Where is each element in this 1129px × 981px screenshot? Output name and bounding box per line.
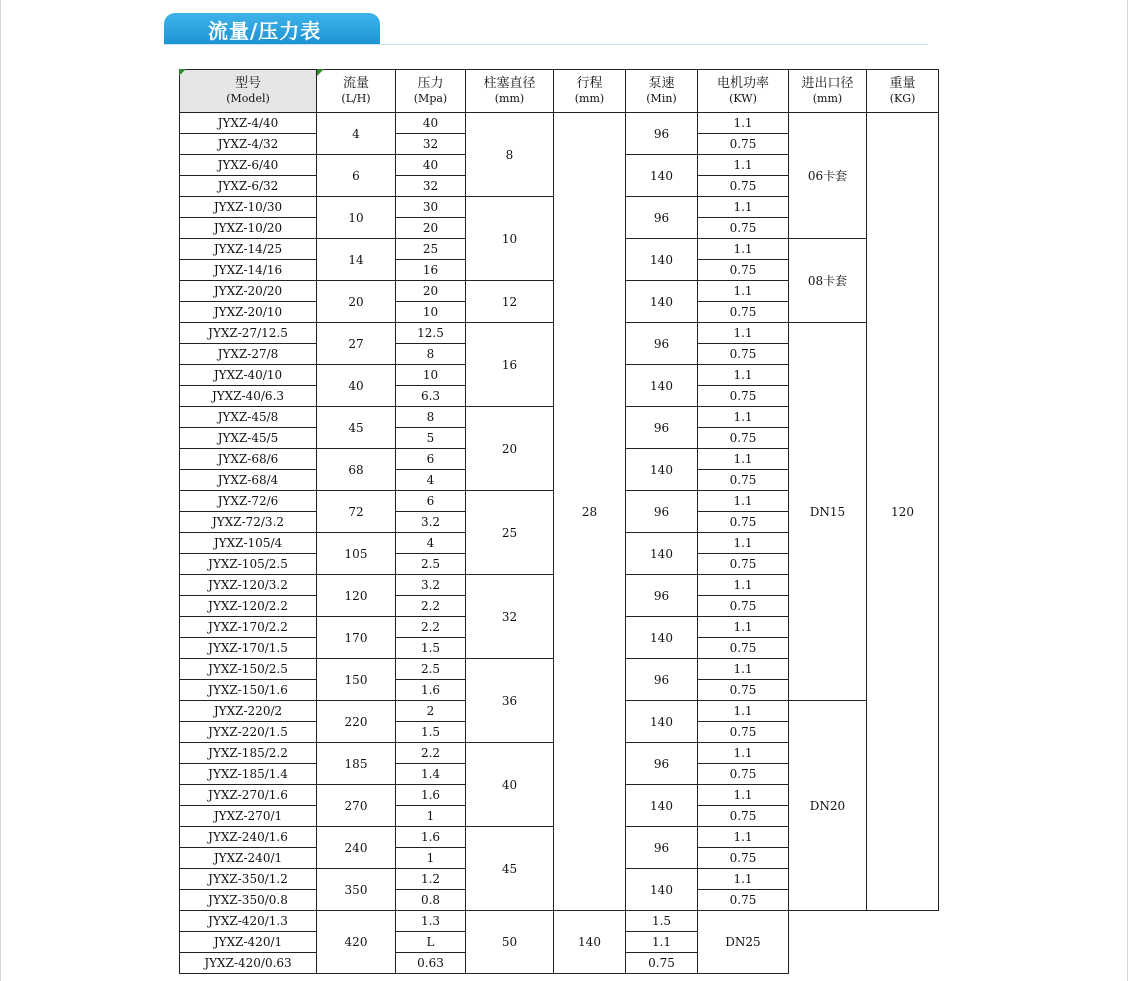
header-stroke <box>554 70 626 113</box>
header-model <box>180 70 317 113</box>
pressure-cell: 1 <box>396 806 466 827</box>
model-cell: JYXZ-120/3.2 <box>180 575 317 596</box>
pump-speed-cell: 140 <box>626 785 698 827</box>
flow-cell: 27 <box>317 323 396 365</box>
pressure-cell: 2.2 <box>396 743 466 764</box>
model-cell: JYXZ-220/1.5 <box>180 722 317 743</box>
pressure-cell: 4 <box>396 533 466 554</box>
pressure-cell: 2.2 <box>396 617 466 638</box>
pump-speed-cell: 140 <box>554 911 626 974</box>
motor-power-cell: 1.1 <box>698 869 789 890</box>
header-label: 压力 <box>417 76 444 91</box>
pressure-cell: 8 <box>396 344 466 365</box>
pump-speed-cell: 96 <box>626 491 698 533</box>
stroke-cell: 28 <box>554 113 626 911</box>
flow-cell: 170 <box>317 617 396 659</box>
motor-power-cell: 1.1 <box>698 365 789 386</box>
flow-cell: 72 <box>317 491 396 533</box>
spec-sheet <box>179 69 939 974</box>
motor-power-cell: 1.1 <box>698 239 789 260</box>
pressure-cell: 0.8 <box>396 890 466 911</box>
pump-speed-cell: 96 <box>626 743 698 785</box>
pressure-cell: 10 <box>396 302 466 323</box>
motor-power-cell: 1.1 <box>698 827 789 848</box>
header-label: 流量 <box>342 76 369 91</box>
flow-cell: 14 <box>317 239 396 281</box>
model-cell: JYXZ-170/2.2 <box>180 617 317 638</box>
pressure-cell: 0.63 <box>396 953 466 974</box>
flow-cell: 4 <box>317 113 396 155</box>
header-unit: (Min) <box>646 92 677 105</box>
pressure-cell: 6 <box>396 449 466 470</box>
header-motor-power <box>698 70 789 113</box>
page-right-border <box>1127 0 1128 981</box>
model-cell: JYXZ-14/25 <box>180 239 317 260</box>
pump-speed-cell: 96 <box>626 407 698 449</box>
pressure-cell: 1.3 <box>396 911 466 932</box>
motor-power-cell: 0.75 <box>698 428 789 449</box>
header-unit: (L/H) <box>341 92 371 105</box>
motor-power-cell: 0.75 <box>698 596 789 617</box>
pressure-cell: 2 <box>396 701 466 722</box>
pressure-cell: 20 <box>396 218 466 239</box>
pressure-cell: 1.6 <box>396 827 466 848</box>
pressure-cell: 6.3 <box>396 386 466 407</box>
model-cell: JYXZ-72/3.2 <box>180 512 317 533</box>
motor-power-cell: 0.75 <box>698 302 789 323</box>
motor-power-cell: 1.5 <box>626 911 698 932</box>
motor-power-cell: 0.75 <box>698 386 789 407</box>
motor-power-cell: 0.75 <box>698 218 789 239</box>
header-label: 进出口径 <box>801 76 854 91</box>
header-pressure <box>396 70 466 113</box>
model-cell: JYXZ-14/16 <box>180 260 317 281</box>
model-cell: JYXZ-420/1.3 <box>180 911 317 932</box>
motor-power-cell: 0.75 <box>698 176 789 197</box>
header-label: 重量 <box>889 76 916 91</box>
header-weight <box>867 70 939 113</box>
motor-power-cell: 1.1 <box>698 449 789 470</box>
plunger-diameter-cell: 10 <box>466 197 554 281</box>
flow-cell: 20 <box>317 281 396 323</box>
table-header <box>180 70 939 113</box>
pressure-cell: 2.5 <box>396 554 466 575</box>
flow-pressure-table <box>179 69 939 974</box>
model-cell: JYXZ-270/1.6 <box>180 785 317 806</box>
motor-power-cell: 1.1 <box>698 281 789 302</box>
pump-speed-cell: 96 <box>626 575 698 617</box>
flow-cell: 120 <box>317 575 396 617</box>
weight-cell: 120 <box>867 113 939 911</box>
flow-cell: 220 <box>317 701 396 743</box>
header-label: 行程 <box>576 76 603 91</box>
header-unit: (mm) <box>812 92 843 105</box>
motor-power-cell: 0.75 <box>698 134 789 155</box>
pressure-cell: 5 <box>396 428 466 449</box>
model-cell: JYXZ-185/1.4 <box>180 764 317 785</box>
title-underline <box>164 44 928 45</box>
model-cell: JYXZ-27/12.5 <box>180 323 317 344</box>
pump-speed-cell: 140 <box>626 155 698 197</box>
plunger-diameter-cell: 36 <box>466 659 554 743</box>
pump-speed-cell: 140 <box>626 365 698 407</box>
pressure-cell: 32 <box>396 176 466 197</box>
pressure-cell: 1.5 <box>396 722 466 743</box>
plunger-diameter-cell: 50 <box>466 911 554 974</box>
pressure-cell: 30 <box>396 197 466 218</box>
pump-speed-cell: 140 <box>626 449 698 491</box>
model-cell: JYXZ-350/0.8 <box>180 890 317 911</box>
model-cell: JYXZ-10/30 <box>180 197 317 218</box>
model-cell: JYXZ-240/1 <box>180 848 317 869</box>
cell-comment-marker <box>317 69 324 76</box>
pressure-cell: 1 <box>396 848 466 869</box>
motor-power-cell: 0.75 <box>626 953 698 974</box>
model-cell: JYXZ-420/0.63 <box>180 953 317 974</box>
header-unit: (mm) <box>494 92 525 105</box>
header-flow <box>317 70 396 113</box>
motor-power-cell: 0.75 <box>698 722 789 743</box>
model-cell: JYXZ-68/6 <box>180 449 317 470</box>
model-cell: JYXZ-350/1.2 <box>180 869 317 890</box>
motor-power-cell: 0.75 <box>698 470 789 491</box>
header-unit: (Mpa) <box>413 92 448 105</box>
motor-power-cell: 0.75 <box>698 260 789 281</box>
motor-power-cell: 0.75 <box>698 512 789 533</box>
header-label: 电机功率 <box>716 76 769 91</box>
pressure-cell: 3.2 <box>396 512 466 533</box>
flow-cell: 68 <box>317 449 396 491</box>
header-pump-speed <box>626 70 698 113</box>
pressure-cell: 12.5 <box>396 323 466 344</box>
pressure-cell: 1.4 <box>396 764 466 785</box>
header-label: 柱塞直径 <box>483 76 536 91</box>
motor-power-cell: 1.1 <box>698 323 789 344</box>
model-cell: JYXZ-105/2.5 <box>180 554 317 575</box>
plunger-diameter-cell: 12 <box>466 281 554 323</box>
motor-power-cell: 1.1 <box>698 533 789 554</box>
port-size-cell: DN25 <box>698 911 789 974</box>
motor-power-cell: 0.75 <box>698 638 789 659</box>
pump-speed-cell: 140 <box>626 617 698 659</box>
motor-power-cell: 1.1 <box>698 617 789 638</box>
motor-power-cell: 1.1 <box>698 491 789 512</box>
model-cell: JYXZ-240/1.6 <box>180 827 317 848</box>
motor-power-cell: 0.75 <box>698 344 789 365</box>
motor-power-cell: 0.75 <box>698 806 789 827</box>
flow-cell: 240 <box>317 827 396 869</box>
model-cell: JYXZ-10/20 <box>180 218 317 239</box>
model-cell: JYXZ-6/40 <box>180 155 317 176</box>
header-label: 型号 <box>234 76 261 91</box>
model-cell: JYXZ-40/6.3 <box>180 386 317 407</box>
pressure-cell: 40 <box>396 155 466 176</box>
motor-power-cell: 0.75 <box>698 554 789 575</box>
header-unit: (KG) <box>889 92 916 105</box>
model-cell: JYXZ-4/40 <box>180 113 317 134</box>
motor-power-cell: 0.75 <box>698 680 789 701</box>
pressure-cell: 1.5 <box>396 638 466 659</box>
flow-cell: 185 <box>317 743 396 785</box>
model-cell: JYXZ-27/8 <box>180 344 317 365</box>
flow-cell: 420 <box>317 911 396 974</box>
model-cell: JYXZ-105/4 <box>180 533 317 554</box>
port-size-cell: 06卡套 <box>789 113 867 239</box>
model-cell: JYXZ-420/1 <box>180 932 317 953</box>
model-cell: JYXZ-120/2.2 <box>180 596 317 617</box>
flow-cell: 105 <box>317 533 396 575</box>
pressure-cell: 4 <box>396 470 466 491</box>
pump-speed-cell: 96 <box>626 659 698 701</box>
pressure-cell: 10 <box>396 365 466 386</box>
pump-speed-cell: 140 <box>626 239 698 281</box>
motor-power-cell: 1.1 <box>698 659 789 680</box>
pump-speed-cell: 140 <box>626 533 698 575</box>
model-cell: JYXZ-45/5 <box>180 428 317 449</box>
pump-speed-cell: 140 <box>626 869 698 911</box>
flow-cell: 10 <box>317 197 396 239</box>
pressure-cell: 2.5 <box>396 659 466 680</box>
pressure-cell: 1.6 <box>396 680 466 701</box>
pressure-cell: 20 <box>396 281 466 302</box>
cell-comment-marker <box>179 69 186 76</box>
header-label: 泵速 <box>648 76 675 91</box>
header-unit: (KW) <box>729 92 757 105</box>
page-left-border <box>0 0 1 981</box>
plunger-diameter-cell: 25 <box>466 491 554 575</box>
pressure-cell: 40 <box>396 113 466 134</box>
model-cell: JYXZ-45/8 <box>180 407 317 428</box>
pressure-cell: 6 <box>396 491 466 512</box>
header-unit: (mm) <box>574 92 605 105</box>
motor-power-cell: 0.75 <box>698 890 789 911</box>
model-cell: JYXZ-68/4 <box>180 470 317 491</box>
motor-power-cell: 1.1 <box>698 743 789 764</box>
table-row <box>180 911 939 932</box>
motor-power-cell: 1.1 <box>698 407 789 428</box>
plunger-diameter-cell: 8 <box>466 113 554 197</box>
motor-power-cell: 1.1 <box>698 575 789 596</box>
motor-power-cell: 1.1 <box>698 701 789 722</box>
model-cell: JYXZ-6/32 <box>180 176 317 197</box>
motor-power-cell: 1.1 <box>626 932 698 953</box>
flow-cell: 150 <box>317 659 396 701</box>
header-plunger-diameter <box>466 70 554 113</box>
model-cell: JYXZ-150/1.6 <box>180 680 317 701</box>
flow-cell: 350 <box>317 869 396 911</box>
pump-speed-cell: 96 <box>626 197 698 239</box>
pressure-cell: 1.6 <box>396 785 466 806</box>
section-title-tab <box>164 13 380 44</box>
header-unit: (Model) <box>226 92 270 105</box>
table-body <box>180 113 939 974</box>
model-cell: JYXZ-20/20 <box>180 281 317 302</box>
header-row <box>180 70 939 113</box>
model-cell: JYXZ-185/2.2 <box>180 743 317 764</box>
pump-speed-cell: 96 <box>626 113 698 155</box>
motor-power-cell: 1.1 <box>698 113 789 134</box>
pump-speed-cell: 96 <box>626 827 698 869</box>
page-title: 流量/压力表 <box>208 19 322 43</box>
model-cell: JYXZ-4/32 <box>180 134 317 155</box>
flow-cell: 45 <box>317 407 396 449</box>
port-size-cell: DN15 <box>789 323 867 701</box>
pressure-cell: 1.2 <box>396 869 466 890</box>
pressure-cell: 2.2 <box>396 596 466 617</box>
model-cell: JYXZ-150/2.5 <box>180 659 317 680</box>
table-row <box>180 113 939 134</box>
pressure-cell: L <box>396 932 466 953</box>
model-cell: JYXZ-170/1.5 <box>180 638 317 659</box>
motor-power-cell: 0.75 <box>698 848 789 869</box>
pressure-cell: 25 <box>396 239 466 260</box>
motor-power-cell: 1.1 <box>698 197 789 218</box>
motor-power-cell: 1.1 <box>698 785 789 806</box>
plunger-diameter-cell: 16 <box>466 323 554 407</box>
header-port-size <box>789 70 867 113</box>
model-cell: JYXZ-270/1 <box>180 806 317 827</box>
model-cell: JYXZ-20/10 <box>180 302 317 323</box>
pressure-cell: 3.2 <box>396 575 466 596</box>
flow-cell: 270 <box>317 785 396 827</box>
pressure-cell: 32 <box>396 134 466 155</box>
model-cell: JYXZ-72/6 <box>180 491 317 512</box>
motor-power-cell: 1.1 <box>698 155 789 176</box>
port-size-cell: DN20 <box>789 701 867 911</box>
pump-speed-cell: 96 <box>626 323 698 365</box>
flow-cell: 40 <box>317 365 396 407</box>
motor-power-cell: 0.75 <box>698 764 789 785</box>
model-cell: JYXZ-220/2 <box>180 701 317 722</box>
plunger-diameter-cell: 32 <box>466 575 554 659</box>
pressure-cell: 8 <box>396 407 466 428</box>
plunger-diameter-cell: 20 <box>466 407 554 491</box>
plunger-diameter-cell: 45 <box>466 827 554 911</box>
flow-cell: 6 <box>317 155 396 197</box>
pressure-cell: 16 <box>396 260 466 281</box>
plunger-diameter-cell: 40 <box>466 743 554 827</box>
port-size-cell: 08卡套 <box>789 239 867 323</box>
pump-speed-cell: 140 <box>626 701 698 743</box>
pump-speed-cell: 140 <box>626 281 698 323</box>
model-cell: JYXZ-40/10 <box>180 365 317 386</box>
